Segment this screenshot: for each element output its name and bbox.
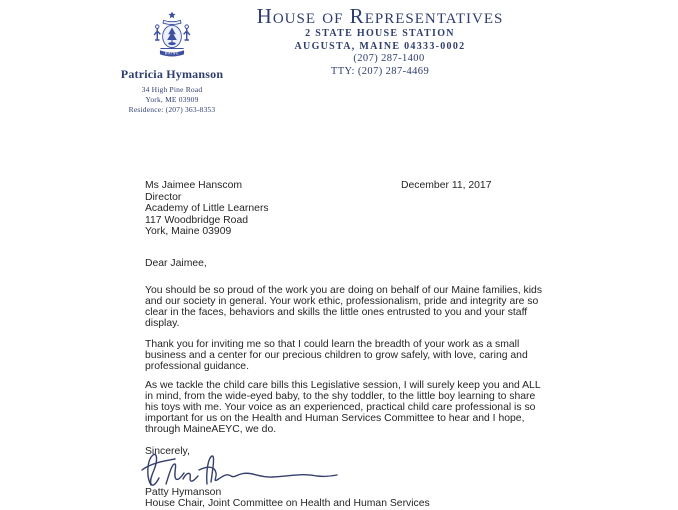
handwritten-signature-icon	[139, 448, 349, 490]
body-paragraph-2	[145, 340, 528, 373]
paragraph-line: display.	[145, 317, 180, 329]
body-paragraph-3	[145, 381, 541, 436]
paragraph-line: important for us on the Health and Human Services Committee to hear and I hope,	[145, 412, 525, 424]
recipient-line: Academy of Little Learners	[145, 203, 269, 215]
paragraph-line: professional guidance.	[145, 360, 249, 372]
recipient-address-block	[145, 180, 615, 238]
office-letterhead-block	[228, 4, 532, 78]
signer-title: House Chair, Joint Committee on Health and Human Services	[145, 498, 430, 509]
recipient-line: York, Maine 03909	[145, 226, 232, 238]
maine-state-seal-icon	[94, 10, 250, 62]
representative-name: Patricia Hymanson	[120, 67, 224, 81]
recipient-line: Ms Jaimee Hanscom	[145, 180, 243, 191]
office-address-line: AUGUSTA, MAINE 04333-0002	[294, 40, 466, 52]
paragraph-line: clear in the faces, behaviors and skills the little ones entrusted to you and your staff	[145, 306, 528, 318]
paragraph-line: in mind, from the wide-eyed baby, to the shy toddler, to the little boy learning to share	[145, 390, 536, 402]
letter-date: December 11, 2017	[401, 180, 492, 191]
representative-address-line: Residence: (207) 363-8353	[128, 105, 216, 114]
paragraph-line: As we tackle the child care bills this Legislative session, I will surely keep you and ALL	[145, 380, 541, 391]
representative-address	[94, 85, 250, 115]
signer-name: Patty Hymanson	[145, 487, 222, 498]
office-title: House of Representatives	[256, 4, 504, 28]
salutation: Dear Jaimee,	[145, 258, 207, 269]
svg-text:MAINE: MAINE	[164, 51, 180, 56]
paragraph-line: and our society in general. Your work ethic, professionalism, pride and integrity are so	[145, 295, 539, 307]
office-tty-phone: TTY: (207) 287-4469	[330, 65, 430, 77]
representative-address-line: York, ME 03909	[145, 95, 199, 104]
paragraph-line: Thank you for inviting me so that I could learn the breadth of your work as a small	[145, 339, 520, 350]
office-address-line: 2 STATE HOUSE STATION	[305, 28, 455, 39]
letter-body	[145, 180, 615, 509]
paragraph-line: business and a center for our precious children to grow safely, with love, caring and	[145, 349, 528, 361]
paragraph-line: his toys with me. Your voice as an experienced, practical child care professional is so	[145, 401, 536, 413]
recipient-line: 117 Woodbridge Road	[145, 214, 249, 226]
representative-letterhead-block	[94, 10, 250, 115]
paragraph-line: through MaineAEYC, we do.	[145, 423, 277, 435]
office-phone: (207) 287-1400	[353, 53, 425, 64]
paragraph-line: You should be so proud of the work you are doing on behalf of our Maine families, kids	[145, 285, 543, 296]
body-paragraph-1	[145, 286, 542, 330]
recipient-line: Director	[145, 191, 182, 203]
representative-address-line: 34 High Pine Road	[141, 85, 203, 94]
closing-salutation: Sincerely,	[145, 446, 190, 457]
